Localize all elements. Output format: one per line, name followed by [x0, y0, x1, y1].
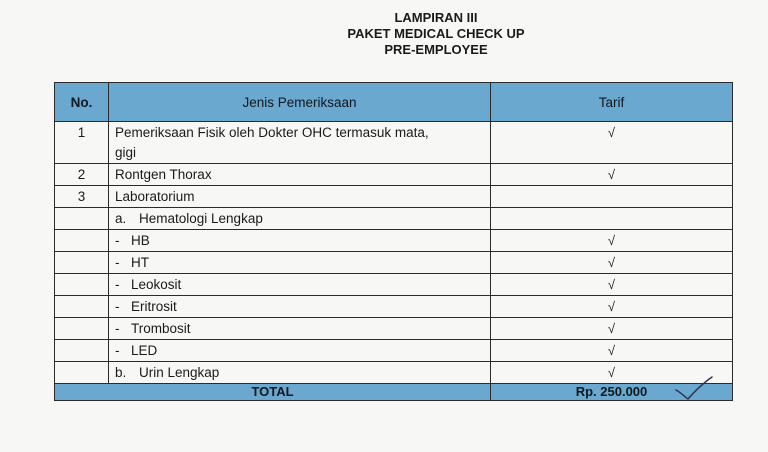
row-tarif: √ [491, 252, 733, 274]
total-row [55, 384, 733, 401]
row-tarif [491, 208, 733, 230]
row-tarif: √ [491, 164, 733, 186]
table-row [55, 340, 733, 362]
row-jenis [109, 230, 491, 252]
item-label: HB [131, 233, 150, 248]
row-tarif: √ [491, 340, 733, 362]
row-jenis-line: Pemeriksaan Fisik oleh Dokter OHC termasuk mata, [115, 125, 429, 140]
sub-label: Urin Lengkap [139, 365, 220, 380]
document-heading [0, 10, 768, 58]
row-tarif: √ [491, 318, 733, 340]
row-no [55, 318, 109, 340]
header-tarif: Tarif [491, 83, 733, 122]
total-value: Rp. 250.000 [575, 384, 648, 399]
item-label: Trombosit [131, 321, 191, 336]
dash: - [115, 255, 120, 270]
row-jenis: Laboratorium [109, 186, 491, 208]
medical-checkup-table [54, 82, 733, 401]
row-no [55, 340, 109, 362]
dash: - [115, 233, 120, 248]
row-jenis [109, 274, 491, 296]
row-jenis: Rontgen Thorax [109, 164, 491, 186]
row-no: 3 [55, 186, 109, 208]
row-no: 1 [55, 122, 109, 164]
row-jenis [109, 296, 491, 318]
check-mark-icon [674, 376, 714, 402]
row-tarif [491, 186, 733, 208]
header-no: No. [55, 83, 109, 122]
row-jenis [109, 340, 491, 362]
table-row [55, 296, 733, 318]
table-row [55, 252, 733, 274]
row-tarif: √ [491, 362, 733, 384]
row-no [55, 274, 109, 296]
row-tarif: √ [491, 122, 733, 164]
table-row [55, 362, 733, 384]
sub-label: Hematologi Lengkap [139, 211, 263, 226]
header-jenis: Jenis Pemeriksaan [109, 83, 491, 122]
row-tarif: √ [491, 230, 733, 252]
dash: - [115, 321, 120, 336]
row-no [55, 296, 109, 318]
row-tarif: √ [491, 274, 733, 296]
row-jenis [109, 208, 491, 230]
table-row [55, 164, 733, 186]
total-label: TOTAL [55, 384, 491, 401]
row-tarif: √ [491, 296, 733, 318]
heading-line-1: LAMPIRAN III [394, 10, 478, 25]
dash: - [115, 277, 120, 292]
sub-letter: a. [115, 211, 127, 226]
row-no: 2 [55, 164, 109, 186]
dash: - [115, 343, 120, 358]
item-label: HT [131, 255, 149, 270]
row-jenis [109, 362, 491, 384]
table-row [55, 208, 733, 230]
row-no [55, 362, 109, 384]
row-no [55, 252, 109, 274]
row-jenis [109, 122, 491, 164]
heading-line-2: PAKET MEDICAL CHECK UP [347, 26, 525, 41]
heading-line-3: PRE-EMPLOYEE [384, 42, 488, 57]
row-no [55, 230, 109, 252]
sub-letter: b. [115, 365, 127, 380]
table-row [55, 186, 733, 208]
table-row [55, 318, 733, 340]
row-jenis [109, 318, 491, 340]
table-row [55, 230, 733, 252]
row-jenis [109, 252, 491, 274]
row-jenis-line: gigi [115, 145, 137, 160]
row-no [55, 208, 109, 230]
table-header-row [55, 83, 733, 122]
item-label: Eritrosit [131, 299, 177, 314]
item-label: Leokosit [131, 277, 182, 292]
total-value-cell [491, 384, 733, 401]
table-row [55, 274, 733, 296]
table-row [55, 122, 733, 164]
item-label: LED [131, 343, 158, 358]
dash: - [115, 299, 120, 314]
